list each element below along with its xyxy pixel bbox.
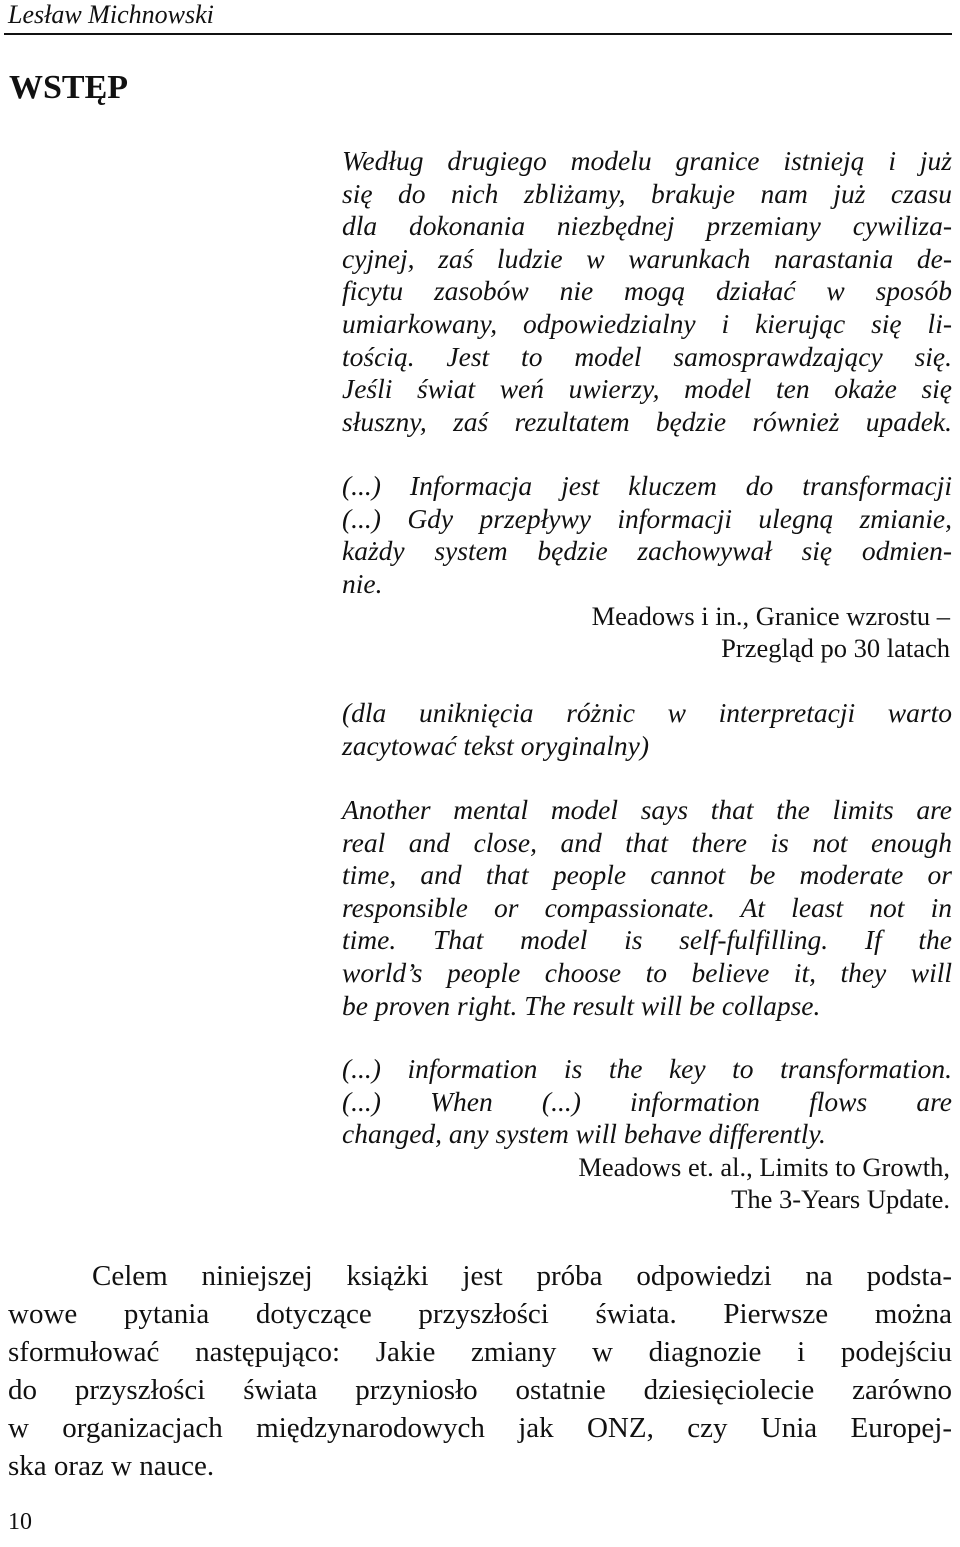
page-number: 10 — [8, 1509, 32, 1535]
epigraph-line: changed, any system will behave differently. — [342, 1118, 826, 1150]
body-line: ska oraz w nauce. — [8, 1450, 215, 1482]
epigraph-line: dla dokonania niezbędnej przemiany cywiliza- — [342, 210, 952, 242]
citation-line: Meadows i in., Granice wzrostu – — [591, 601, 950, 631]
citation-line: Meadows et. al., Limits to Growth, — [578, 1152, 950, 1182]
epigraph-line: nie. — [342, 567, 383, 599]
body-line: wowe pytania dotyczące przyszłości świata. Pierwsze można — [8, 1298, 952, 1330]
translation-note — [342, 697, 952, 762]
epigraph-line: Another mental model says that the limits are — [342, 794, 952, 825]
body-line: sformułować następująco: Jakie zmiany w diagnozie i podejściu — [8, 1336, 952, 1368]
epigraph-line: real and close, and that there is not enough — [342, 826, 952, 858]
epigraph-line: (...) When (...) information flows are — [342, 1085, 952, 1117]
note-line: zacytować tekst oryginalny) — [342, 729, 649, 761]
epigraph-polish-2 — [342, 470, 952, 600]
epigraph-line: słuszny, zaś rezultatem będzie również upadek. — [342, 405, 952, 437]
citation-english — [578, 1151, 950, 1215]
epigraph-line: (...) information is the key to transformation. — [342, 1053, 952, 1084]
header-rule — [4, 33, 952, 35]
body-line: do przyszłości świata przyniosło ostatnie dziesięciolecie zarówno — [8, 1374, 952, 1406]
running-header-author: Lesław Michnowski — [8, 0, 214, 29]
citation-polish — [592, 600, 950, 664]
epigraph-line: tością. Jest to model samosprawdzający się. — [342, 340, 952, 372]
epigraph-line: time. That model is self-fulfilling. If the — [342, 924, 952, 956]
body-paragraph — [8, 1257, 952, 1485]
body-line: w organizacjach międzynarodowych jak ONZ, czy Unia Europej- — [8, 1412, 952, 1444]
epigraph-line: be proven right. The result will be collapse. — [342, 989, 821, 1021]
epigraph-line: się do nich zbliżamy, brakuje nam już czasu — [342, 177, 952, 209]
epigraph-line: time, and that people cannot be moderate or — [342, 859, 952, 891]
epigraph-line: responsible or compassionate. At least not in — [342, 891, 952, 923]
body-line: Celem niniejszej książki jest próba odpowiedzi na podsta- — [92, 1260, 952, 1292]
epigraph-line: world’s people choose to believe it, they will — [342, 956, 952, 988]
epigraph-line: (...) Gdy przepływy informacji ulegną zmianie, — [342, 502, 952, 534]
epigraph-line: cyjnej, zaś ludzie w warunkach narastania de- — [342, 242, 952, 274]
note-line: (dla uniknięcia różnic w interpretacji warto — [342, 697, 952, 728]
epigraph-line: każdy system będzie zachowywał się odmien- — [342, 535, 952, 567]
epigraph-english-2 — [342, 1053, 952, 1151]
epigraph-polish-1 — [342, 145, 952, 438]
citation-line: The 3-Years Update. — [731, 1184, 950, 1214]
citation-line: Przegląd po 30 latach — [721, 633, 950, 663]
epigraph-line: Według drugiego modelu granice istnieją i już — [342, 145, 952, 176]
chapter-title: WSTĘP — [9, 69, 129, 106]
epigraph-line: umiarkowany, odpowiedzialny i kierując się li- — [342, 307, 952, 339]
epigraph-line: ficytu zasobów nie mogą działać w sposób — [342, 275, 952, 307]
epigraph-line: (...) Informacja jest kluczem do transformacji — [342, 470, 952, 501]
epigraph-line: Jeśli świat weń uwierzy, model ten okaże się — [342, 373, 952, 405]
epigraph-english-1 — [342, 794, 952, 1022]
